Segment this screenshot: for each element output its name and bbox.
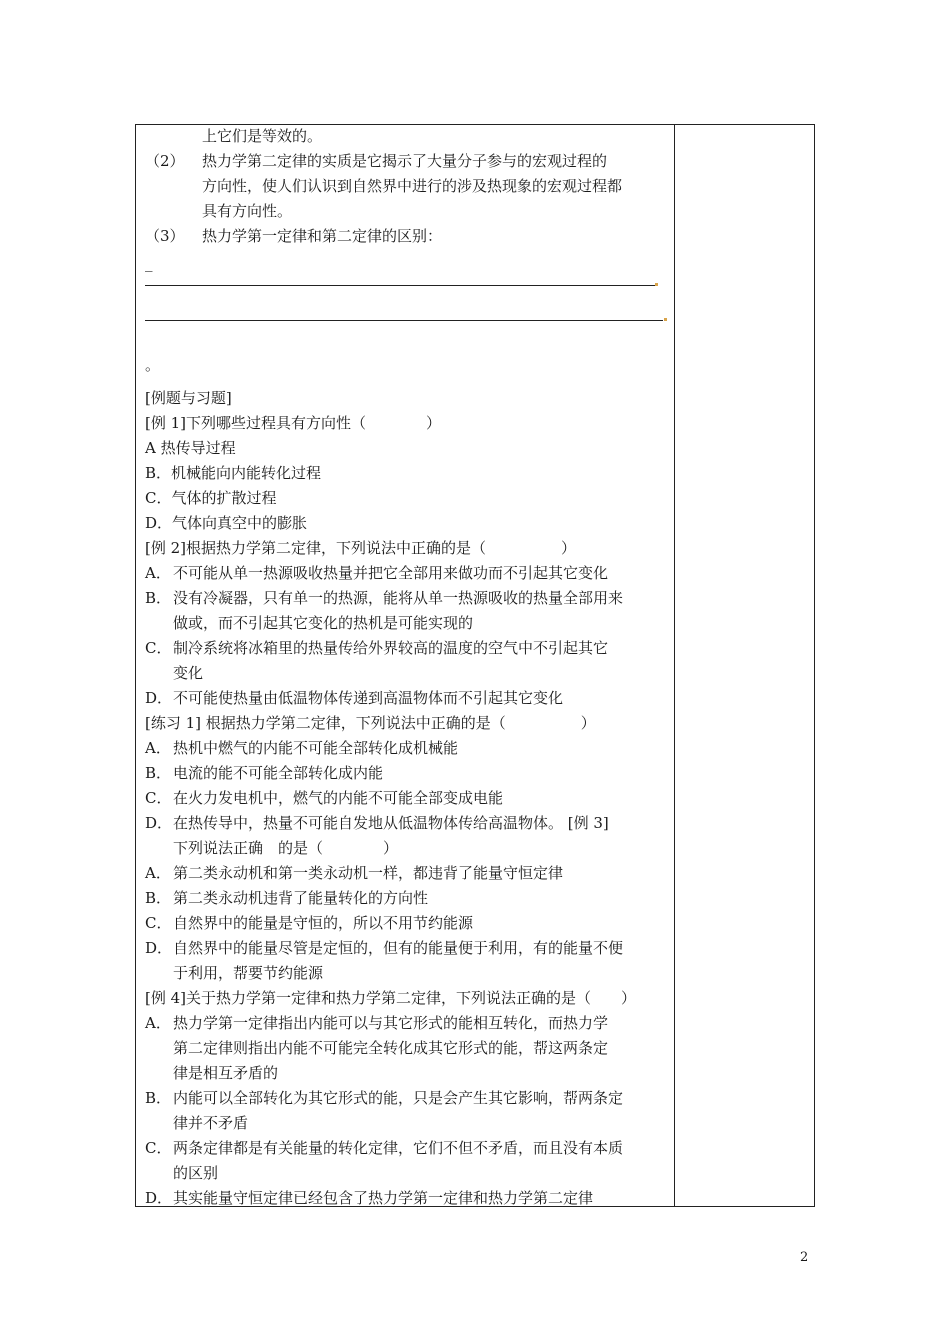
- question-stem: [例 4]关于热力学第一定律和热力学第二定律，下列说法正确的是（ ）: [145, 989, 637, 1007]
- option-label: A．: [145, 739, 171, 757]
- option-text: 第二类永动机违背了能量转化的方向性: [173, 889, 429, 907]
- option-text: 自然界中的能量尽管是定恒的，但有的能量便于利用，有的能量不便: [173, 939, 624, 957]
- item-number: （3）: [145, 227, 185, 245]
- intro-line: 热力学第一定律和第二定律的区别：: [202, 227, 443, 245]
- option-text: 于利用，帮要节约能源: [173, 964, 324, 982]
- intro-line: 方向性，使人们认识到自然界中进行的涉及热现象的宏观过程都: [202, 177, 623, 195]
- option-text: 律并不矛盾: [173, 1114, 249, 1132]
- option-text: 做或，而不引起其它变化的热机是可能实现的: [173, 614, 474, 632]
- mark-dot: [655, 283, 658, 286]
- option-text: 律是相互矛盾的: [173, 1064, 279, 1082]
- option-text: 电流的能不可能全部转化成内能: [173, 764, 384, 782]
- item-number: （2）: [145, 152, 185, 170]
- question-stem: [练习 1] 根据热力学第二定律，下列说法中正确的是（ ）: [145, 714, 596, 732]
- option-label: B．: [145, 889, 172, 907]
- option-text: 的区别: [173, 1164, 219, 1182]
- intro-line: 热力学第二定律的实质是它揭示了大量分子参与的宏观过程的: [202, 152, 608, 170]
- option-text: 其实能量守恒定律已经包含了热力学第一定律和热力学第二定律: [173, 1189, 594, 1207]
- option-text: 热机中燃气的内能不可能全部转化成机械能: [173, 739, 459, 757]
- table-column-divider: [674, 124, 675, 1207]
- page-number: 2: [800, 1250, 809, 1265]
- option: C．气体的扩散过程: [145, 489, 277, 507]
- option: D．气体向真空中的膨胀: [145, 514, 308, 532]
- option-text: 不可能从单一热源吸收热量并把它全部用来做功而不引起其它变化: [173, 564, 609, 582]
- option-text: 两条定律都是有关能量的转化定律，它们不但不矛盾，而且没有本质: [173, 1139, 624, 1157]
- question-stem: [例 2]根据热力学第二定律，下列说法中正确的是（ ）: [145, 539, 577, 557]
- option-label: C．: [145, 639, 172, 657]
- option-text: 不可能使热量由低温物体传递到高温物体而不引起其它变化: [173, 689, 564, 707]
- option-label: A．: [145, 1014, 171, 1032]
- option-label: C．: [145, 789, 172, 807]
- end-mark: 。: [145, 356, 161, 374]
- answer-blank-line: [145, 320, 663, 321]
- option-label: B．: [145, 1089, 172, 1107]
- option-text: 没有冷凝器，只有单一的热源，能将从单一热源吸收的热量全部用来: [173, 589, 624, 607]
- option-text: 热力学第一定律指出内能可以与其它形式的能相互转化，而热力学: [173, 1014, 609, 1032]
- option-text: 变化: [173, 664, 204, 682]
- option-text: 自然界中的能量是守恒的，所以不用节约能源: [173, 914, 474, 932]
- option-text: 第二定律则指出内能不可能完全转化成其它形式的能，帮这两条定: [173, 1039, 609, 1057]
- option-label: D．: [145, 1189, 173, 1207]
- question-stem: 下列说法正确 的是（ ）: [173, 839, 399, 857]
- option-text: 内能可以全部转化为其它形式的能，只是会产生其它影响，帮两条定: [173, 1089, 624, 1107]
- option-label: D．: [145, 939, 173, 957]
- mark-dot: [664, 318, 667, 321]
- option-label: B．: [145, 764, 172, 782]
- option-label: D．: [145, 689, 173, 707]
- option: B．机械能向内能转化过程: [145, 464, 322, 482]
- option-label: C．: [145, 914, 172, 932]
- option: A 热传导过程: [145, 439, 236, 457]
- intro-line: 具有方向性。: [202, 202, 293, 220]
- question-stem: [例 1]下列哪些过程具有方向性（ ）: [145, 414, 442, 432]
- section-title: [例题与习题]: [145, 389, 232, 407]
- option-text: 在热传导中，热量不可能自发地从低温物体传给高温物体。 [例 3]: [173, 814, 609, 832]
- option-text: 在火力发电机中，燃气的内能不可能全部变成电能: [173, 789, 504, 807]
- option-text: 制冷系统将冰箱里的热量传给外界较高的温度的空气中不引起其它: [173, 639, 609, 657]
- option-label: C．: [145, 1139, 172, 1157]
- intro-line: 上它们是等效的。: [202, 127, 323, 145]
- option-text: 第二类永动机和第一类永动机一样，都违背了能量守恒定律: [173, 864, 564, 882]
- answer-blank-line: [145, 285, 655, 286]
- option-label: A．: [145, 864, 171, 882]
- answer-dash: _: [145, 254, 153, 272]
- option-label: B．: [145, 589, 172, 607]
- option-label: A．: [145, 564, 171, 582]
- option-label: D．: [145, 814, 173, 832]
